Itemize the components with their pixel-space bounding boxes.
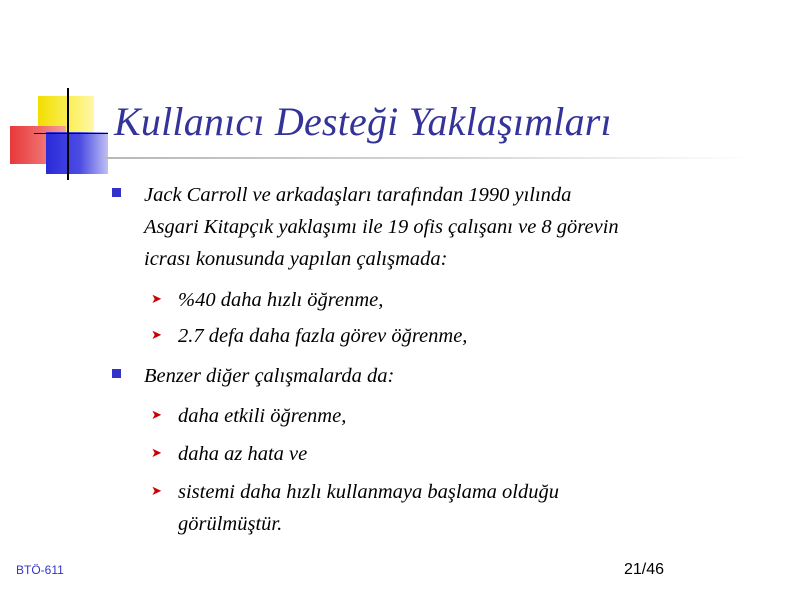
logo-horizontal-line bbox=[34, 133, 108, 134]
sub-item-text: %40 daha hızlı öğrenme, bbox=[178, 289, 384, 311]
arrow-bullet-icon: ➤ bbox=[151, 484, 162, 499]
square-bullet-icon bbox=[112, 369, 121, 378]
arrow-bullet-icon: ➤ bbox=[151, 328, 162, 343]
sub-item-text: 2.7 defa daha fazla görev öğrenme, bbox=[178, 325, 468, 347]
decorative-squares-logo bbox=[0, 0, 110, 180]
title-underline bbox=[104, 157, 754, 159]
sub-item-text: daha etkili öğrenme, bbox=[178, 405, 347, 427]
bullet-1-line-2: Asgari Kitapçık yaklaşımı ile 19 ofis çalışanı ve 8 görevin bbox=[144, 216, 619, 238]
arrow-bullet-icon: ➤ bbox=[151, 446, 162, 461]
slide-title: Kullanıcı Desteği Yaklaşımları bbox=[114, 99, 612, 144]
arrow-bullet-icon: ➤ bbox=[151, 408, 162, 423]
bullet-1-line-1: Jack Carroll ve arkadaşları tarafından 1990 yılında bbox=[144, 184, 572, 206]
blue-square bbox=[46, 132, 108, 174]
logo-vertical-line bbox=[67, 88, 69, 180]
sub-item-text: daha az hata ve bbox=[178, 443, 308, 465]
course-code: BTÖ-611 bbox=[16, 563, 64, 577]
square-bullet-icon bbox=[112, 188, 121, 197]
bullet-2-text: Benzer diğer çalışmalarda da: bbox=[144, 365, 395, 387]
sub-item-text-line-2: görülmüştür. bbox=[178, 513, 283, 535]
bullet-1-line-3: icrası konusunda yapılan çalışmada: bbox=[144, 248, 448, 270]
arrow-bullet-icon: ➤ bbox=[151, 292, 162, 307]
sub-item-text-line-1: sistemi daha hızlı kullanmaya başlama olduğu bbox=[178, 481, 559, 503]
page-number: 21/46 bbox=[624, 561, 665, 578]
